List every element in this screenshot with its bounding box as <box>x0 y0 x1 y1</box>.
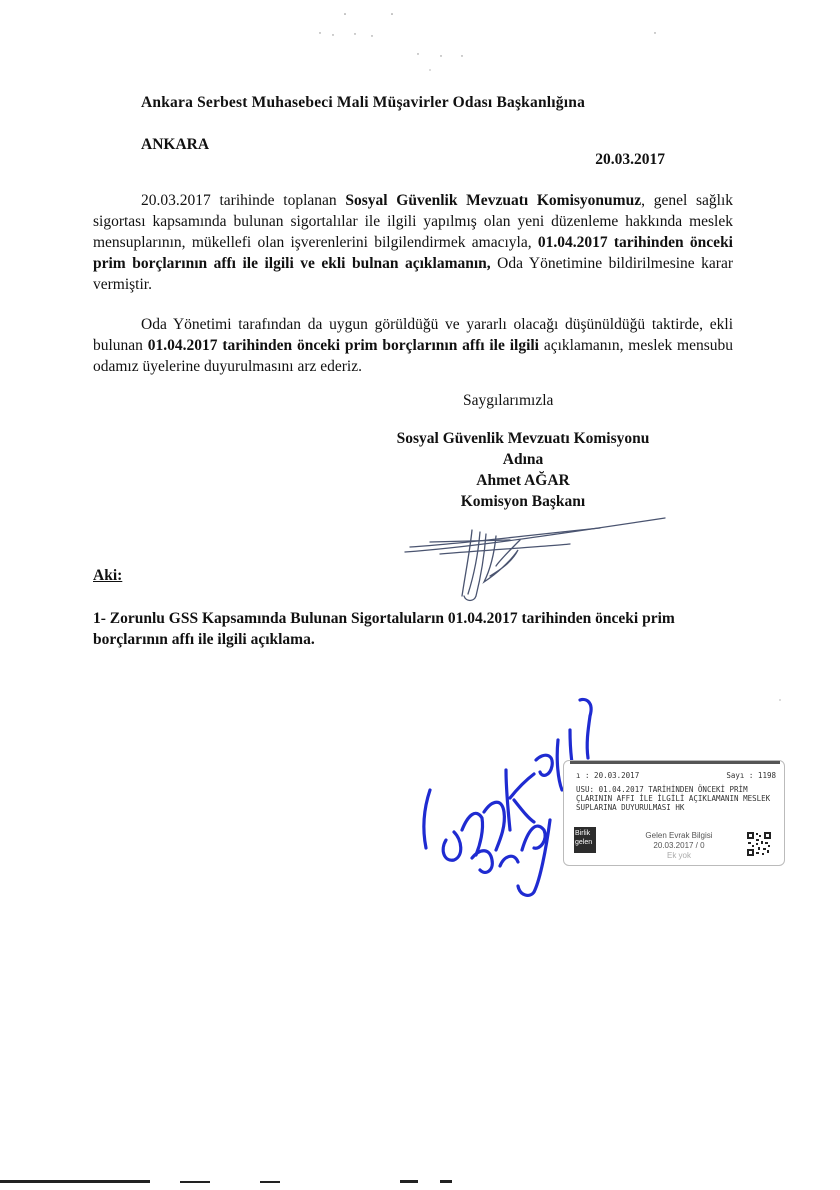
stamp-info <box>624 831 734 861</box>
stamp-subject-line-1: USU: 01.04.2017 TARİHİNDEN ÖNCEKİ PRİM <box>576 785 748 794</box>
paragraph-2 <box>93 314 733 377</box>
addressee: Ankara Serbest Muhasebeci Mali Müşavirler Odası Başkanlığına <box>141 94 586 111</box>
stamp-top-bar <box>570 761 780 764</box>
signatory-name: Ahmet AĞAR <box>476 472 570 489</box>
annex-item: 1- Zorunlu GSS Kapsamında Bulunan Sigortaluların 01.04.2017 tarihinden önceki prim borçlarının affı ile ilgili açıklama. <box>93 610 675 648</box>
paragraph-1-bold-1: Sosyal Güvenlik Mevzuatı Komisyonumuz <box>345 192 642 209</box>
letter-date: 20.03.2017 <box>595 151 665 168</box>
stamp-side-label-2: gelen <box>575 839 593 846</box>
stamp-subject <box>576 785 776 812</box>
paragraph-2-text-2: açıklamanın, meslek mensubu odamız üyelerine duyurulmasını arz ederiz. <box>93 337 733 375</box>
signatory-block <box>360 428 686 512</box>
paragraph-1-text-3: Oda Yönetimine bildirilmesine karar vermiştir. <box>93 255 733 293</box>
stamp-info-sub: Ek yok <box>666 851 691 860</box>
stamp-info-value: 20.03.2017 / 0 <box>653 841 705 850</box>
stamp-number: Sayı : 1198 <box>726 771 776 780</box>
city: ANKARA <box>141 136 210 153</box>
signatory-on-behalf: Adına <box>502 451 544 468</box>
paragraph-1-text-1: 20.03.2017 tarihinde toplanan <box>141 192 346 209</box>
qr-code-icon <box>746 831 772 857</box>
signatory-title: Komisyon Başkanı <box>460 493 586 510</box>
signatory-committee: Sosyal Güvenlik Mevzuatı Komisyonu <box>396 430 650 447</box>
stamp-subject-line-3: SUPLARINA DUYURULMASI HK <box>576 803 685 812</box>
stamp-date: ı : 20.03.2017 <box>576 771 640 780</box>
incoming-document-stamp <box>563 760 785 866</box>
stamp-side-label <box>574 827 596 853</box>
handwritten-signature <box>400 510 670 610</box>
paragraph-1-text-2: , genel sağlık sigortası kapsamında bulunan sigortalılar ile ilgili yapılmış olan yeni düzenleme hakkında meslek mensuplarının, mükellefi olan işverenlerini bilgilendirmek amacıyla, <box>93 192 733 251</box>
paragraph-2-bold-1: 01.04.2017 tarihinden önceki prim borçlarının affı ile ilgili <box>147 337 539 354</box>
stamp-subject-line-2: ÇLARININ AFFI İLE İLGİLİ AÇIKLAMANIN MESLEK <box>576 794 771 803</box>
stamp-info-title: Gelen Evrak Bilgisi <box>645 831 713 840</box>
paragraph-1-bold-2: 01.04.2017 tarihinden önceki prim borçlarının affı ile ilgili ve ekli bulnan açıklamanın, <box>93 234 733 272</box>
closing: Saygılarımızla <box>463 392 554 409</box>
paragraph-1 <box>93 190 733 295</box>
stamp-side-label-1: Birlik <box>575 830 591 837</box>
paragraph-2-text-1: Oda Yönetimi tarafından da uygun görüldüğü ve yararlı olacağı düşünüldüğü taktirde, ekli bulunan <box>93 316 733 354</box>
annex-label: Aki: <box>93 567 123 584</box>
